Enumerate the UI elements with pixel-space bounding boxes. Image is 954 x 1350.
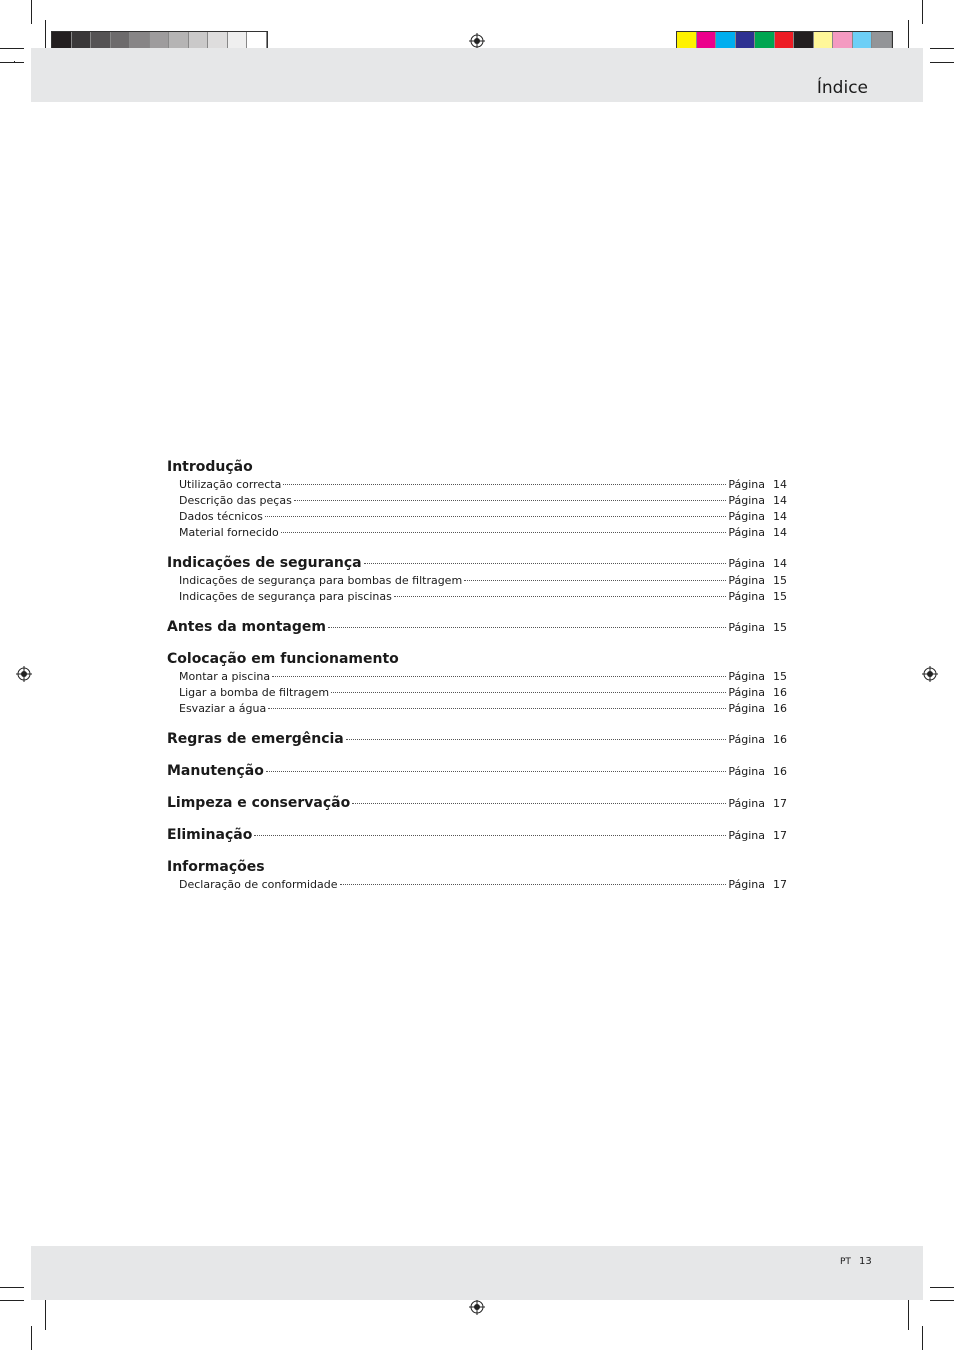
page-label: Página: [728, 765, 765, 778]
header-band: [31, 48, 923, 102]
dot-leader: [364, 563, 727, 564]
toc-entry[interactable]: [167, 589, 787, 605]
page-label: Página: [728, 670, 765, 683]
page-number: 17: [773, 878, 787, 891]
footer-language-code: PT: [840, 1257, 851, 1267]
toc-section: [167, 650, 787, 717]
page-label: Página: [728, 574, 765, 587]
page-number: 14: [773, 478, 787, 491]
footer-page-number: 13: [859, 1256, 872, 1267]
toc-entry-title: Material fornecido: [179, 526, 279, 539]
page-label: Página: [728, 621, 765, 634]
page-label: Página: [728, 557, 765, 570]
toc-section: [167, 554, 787, 605]
page-number: 16: [773, 765, 787, 778]
toc-entry[interactable]: [167, 493, 787, 509]
page-title: Índice: [816, 78, 868, 98]
dot-leader: [328, 627, 726, 628]
dot-leader: [352, 803, 726, 804]
dot-leader: [331, 692, 726, 693]
page-number: 14: [773, 557, 787, 570]
toc-section-heading[interactable]: [167, 826, 787, 845]
toc-section: [167, 826, 787, 845]
dot-leader: [281, 532, 727, 533]
toc-section: [167, 858, 787, 893]
dot-leader: [346, 739, 727, 740]
toc-section-title: Indicações de segurança: [167, 555, 362, 571]
toc-section-heading[interactable]: [167, 554, 787, 573]
crop-mark: [922, 0, 923, 24]
toc-section-title: Regras de emergência: [167, 731, 344, 747]
registration-mark-icon: [16, 666, 32, 682]
page-label: Página: [728, 797, 765, 810]
page-number: 14: [773, 510, 787, 523]
toc-entry[interactable]: [167, 685, 787, 701]
page-reference: [728, 826, 787, 845]
page-number: 15: [773, 670, 787, 683]
crop-mark: [0, 62, 24, 63]
page-label: Página: [728, 526, 765, 539]
toc-section-heading[interactable]: [167, 458, 787, 477]
toc-entry[interactable]: [167, 509, 787, 525]
toc-entry-title: Indicações de segurança para piscinas: [179, 590, 392, 603]
toc-section-heading[interactable]: [167, 762, 787, 781]
toc-entry[interactable]: [167, 701, 787, 717]
page-label: Página: [728, 702, 765, 715]
toc-section-heading[interactable]: [167, 858, 787, 877]
toc-entry[interactable]: [167, 669, 787, 685]
toc-section-heading[interactable]: [167, 618, 787, 637]
toc-entry-title: Utilização correcta: [179, 478, 282, 491]
registration-mark-icon: [469, 33, 485, 49]
page-label: Página: [728, 733, 765, 746]
toc-entry-title: Indicações de segurança para bombas de filtragem: [179, 574, 463, 587]
page-reference: [728, 554, 787, 573]
page-reference: [728, 701, 787, 717]
page-number: 16: [773, 686, 787, 699]
page-label: Página: [728, 878, 765, 891]
crop-mark: [45, 1300, 46, 1330]
dot-leader: [254, 835, 726, 836]
crop-mark: [922, 1326, 923, 1350]
page-reference: [728, 525, 787, 541]
page-label: Página: [728, 590, 765, 603]
page-reference: [728, 618, 787, 637]
toc-entry-title: Dados técnicos: [179, 510, 263, 523]
crop-mark: [930, 1300, 954, 1301]
page-label: Página: [728, 829, 765, 842]
page-reference: [728, 669, 787, 685]
page-label: Página: [728, 494, 765, 507]
page-reference: [728, 730, 787, 749]
toc-entry-title: Ligar a bomba de filtragem: [179, 686, 330, 699]
page-label: Página: [728, 478, 765, 491]
page-reference: [728, 794, 787, 813]
footer-band: [31, 1246, 923, 1300]
toc-section: [167, 458, 787, 541]
page-number: 14: [773, 526, 787, 539]
dot-leader: [394, 596, 727, 597]
page-number: 15: [773, 590, 787, 603]
page-reference: [728, 685, 787, 701]
toc-section-title: Eliminação: [167, 827, 253, 843]
page-number: 14: [773, 494, 787, 507]
toc-section-title: Introdução: [167, 459, 253, 475]
page-label: Página: [728, 686, 765, 699]
toc-section-title: Colocação em funcionamento: [167, 651, 399, 667]
toc-section: [167, 794, 787, 813]
page-reference: [728, 877, 787, 893]
registration-mark-icon: [469, 1299, 485, 1315]
page-number: 16: [773, 733, 787, 746]
toc-section-heading[interactable]: [167, 650, 787, 669]
dot-leader: [265, 516, 727, 517]
toc-entry[interactable]: [167, 877, 787, 893]
toc-section-heading[interactable]: [167, 794, 787, 813]
dot-leader: [272, 676, 726, 677]
crop-mark: [930, 62, 954, 63]
page-reference: [728, 477, 787, 493]
toc-section: [167, 730, 787, 749]
toc-section-heading[interactable]: [167, 730, 787, 749]
toc-entry-title: Montar a piscina: [179, 670, 271, 683]
toc-section-title: Informações: [167, 859, 265, 875]
toc-entry[interactable]: [167, 573, 787, 589]
dot-leader: [283, 484, 726, 485]
crop-mark: [930, 1287, 954, 1288]
table-of-contents: [167, 458, 787, 906]
crop-mark: [0, 1287, 24, 1288]
page-number: 15: [773, 621, 787, 634]
crop-mark: [31, 1326, 32, 1350]
registration-mark-icon: [922, 666, 938, 682]
crop-mark: [0, 48, 24, 49]
toc-section: [167, 618, 787, 637]
page-reference: [728, 762, 787, 781]
page-number: 17: [773, 829, 787, 842]
dot-leader: [464, 580, 726, 581]
dot-leader: [340, 884, 727, 885]
toc-entry-title: Descrição das peças: [179, 494, 292, 507]
toc-section-title: Limpeza e conservação: [167, 795, 351, 811]
toc-section-title: Antes da montagem: [167, 619, 326, 635]
toc-entry[interactable]: [167, 525, 787, 541]
toc-section-title: Manutenção: [167, 763, 264, 779]
crop-mark: [31, 0, 32, 24]
dot-leader: [266, 771, 727, 772]
page-reference: [728, 589, 787, 605]
page-number: 17: [773, 797, 787, 810]
crop-mark: [0, 1300, 24, 1301]
crop-mark: [908, 20, 909, 48]
dot-leader: [294, 500, 727, 501]
dot-leader: [268, 708, 726, 709]
page-number: 15: [773, 574, 787, 587]
toc-entry-title: Esvaziar a água: [179, 702, 267, 715]
page-label: Página: [728, 510, 765, 523]
crop-mark: [930, 48, 954, 49]
crop-mark: [45, 20, 46, 48]
page-number: 16: [773, 702, 787, 715]
crop-mark: [908, 1300, 909, 1330]
toc-section: [167, 762, 787, 781]
toc-entry-title: Declaração de conformidade: [179, 878, 338, 891]
page-reference: [728, 493, 787, 509]
page-reference: [728, 509, 787, 525]
page-reference: [728, 573, 787, 589]
toc-entry[interactable]: [167, 477, 787, 493]
